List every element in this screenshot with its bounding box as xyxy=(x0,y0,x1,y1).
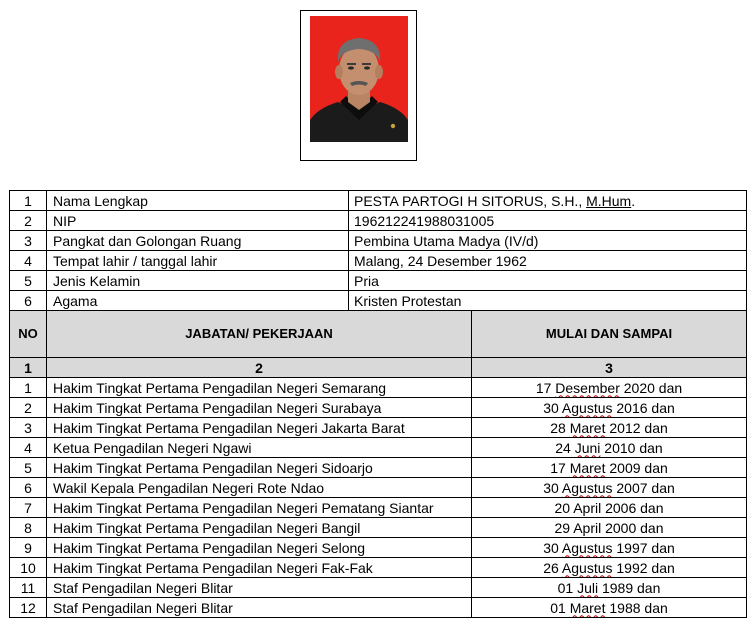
biodata-label: Tempat lahir / tanggal lahir xyxy=(47,251,349,271)
biodata-value: Pria xyxy=(349,271,747,291)
spellcheck-word: Agustus xyxy=(561,559,613,576)
job-period: 24 Juni 2010 dan xyxy=(472,438,747,458)
job-period: 01 Maret 1988 dan xyxy=(472,598,747,618)
biodata-value: PESTA PARTOGI H SITORUS, S.H., M.Hum. xyxy=(349,191,747,211)
table-row xyxy=(10,478,747,498)
profile-photo xyxy=(310,16,408,142)
job-position: Staf Pengadilan Negeri Blitar xyxy=(47,578,472,598)
spellcheck-word: Maret xyxy=(569,459,606,476)
job-position: Hakim Tingkat Pertama Pengadilan Negeri Surabaya xyxy=(47,398,472,418)
job-period: 20 April 2006 dan xyxy=(472,498,747,518)
biodata-label: NIP xyxy=(47,211,349,231)
job-no: 8 xyxy=(10,518,47,538)
biodata-no: 6 xyxy=(10,291,47,311)
biodata-row xyxy=(10,291,747,311)
biodata-row xyxy=(10,191,747,211)
job-period: 17 Desember 2020 dan xyxy=(472,378,747,398)
biodata-value: Pembina Utama Madya (IV/d) xyxy=(349,231,747,251)
column-index-period: 3 xyxy=(472,358,747,378)
biodata-no: 2 xyxy=(10,211,47,231)
spellcheck-word: Desember xyxy=(555,379,620,396)
table-row xyxy=(10,378,747,398)
biodata-no: 5 xyxy=(10,271,47,291)
job-position: Hakim Tingkat Pertama Pengadilan Negeri Sidoarjo xyxy=(47,458,472,478)
table-row xyxy=(10,538,747,558)
table-row xyxy=(10,558,747,578)
table-row xyxy=(10,578,747,598)
biodata-no: 3 xyxy=(10,231,47,251)
job-period: 28 Maret 2012 dan xyxy=(472,418,747,438)
biodata-row xyxy=(10,211,747,231)
job-no: 10 xyxy=(10,558,47,578)
job-no: 12 xyxy=(10,598,47,618)
biodata-label: Nama Lengkap xyxy=(47,191,349,211)
spellcheck-word: Juli xyxy=(577,579,599,596)
table-row xyxy=(10,418,747,438)
spellcheck-word: Agustus xyxy=(561,539,613,556)
spellcheck-word: Agustus xyxy=(561,479,613,496)
table-row xyxy=(10,398,747,418)
biodata-row xyxy=(10,231,747,251)
spellcheck-word: Agustus xyxy=(561,399,613,416)
header-position: JABATAN/ PEKERJAAN xyxy=(47,311,472,358)
job-period: 01 Juli 1989 dan xyxy=(472,578,747,598)
job-period: 30 Agustus 2007 dan xyxy=(472,478,747,498)
header-no: NO xyxy=(10,311,47,358)
spellcheck-word: Maret xyxy=(569,599,606,616)
job-position: Hakim Tingkat Pertama Pengadilan Negeri Bangil xyxy=(47,518,472,538)
biodata-no: 1 xyxy=(10,191,47,211)
job-position: Hakim Tingkat Pertama Pengadilan Negeri Semarang xyxy=(47,378,472,398)
job-no: 9 xyxy=(10,538,47,558)
biodata-label: Jenis Kelamin xyxy=(47,271,349,291)
table-row xyxy=(10,438,747,458)
spellcheck-word: Maret xyxy=(569,419,606,436)
job-no: 4 xyxy=(10,438,47,458)
job-position: Hakim Tingkat Pertama Pengadilan Negeri Fak-Fak xyxy=(47,558,472,578)
biodata-value: 196212241988031005 xyxy=(349,211,747,231)
job-position: Ketua Pengadilan Negeri Ngawi xyxy=(47,438,472,458)
biodata-label: Pangkat dan Golongan Ruang xyxy=(47,231,349,251)
job-period: 30 Agustus 2016 dan xyxy=(472,398,747,418)
header-period: MULAI DAN SAMPAI xyxy=(472,311,747,358)
job-no: 7 xyxy=(10,498,47,518)
biodata-no: 4 xyxy=(10,251,47,271)
biodata-row xyxy=(10,271,747,291)
job-position: Hakim Tingkat Pertama Pengadilan Negeri Pematang Siantar xyxy=(47,498,472,518)
column-index-no: 1 xyxy=(10,358,47,378)
job-position: Hakim Tingkat Pertama Pengadilan Negeri Jakarta Barat xyxy=(47,418,472,438)
table-row xyxy=(10,498,747,518)
photo-frame xyxy=(300,10,417,161)
job-no: 6 xyxy=(10,478,47,498)
degree-underline: M.Hum xyxy=(586,192,632,209)
biodata-value: Kristen Protestan xyxy=(349,291,747,311)
job-period: 30 Agustus 1997 dan xyxy=(472,538,747,558)
table-row xyxy=(10,458,747,478)
biodata-row xyxy=(10,251,747,271)
table-header-row xyxy=(10,311,747,358)
job-position: Wakil Kepala Pengadilan Negeri Rote Ndao xyxy=(47,478,472,498)
table-row xyxy=(10,598,747,618)
biodata-table xyxy=(9,190,747,311)
column-index-row xyxy=(10,358,747,378)
job-no: 11 xyxy=(10,578,47,598)
column-index-position: 2 xyxy=(47,358,472,378)
job-no: 5 xyxy=(10,458,47,478)
job-position: Staf Pengadilan Negeri Blitar xyxy=(47,598,472,618)
job-no: 2 xyxy=(10,398,47,418)
job-no: 3 xyxy=(10,418,47,438)
biodata-value: Malang, 24 Desember 1962 xyxy=(349,251,747,271)
job-period: 17 Maret 2009 dan xyxy=(472,458,747,478)
job-no: 1 xyxy=(10,378,47,398)
job-period: 26 Agustus 1992 dan xyxy=(472,558,747,578)
table-row xyxy=(10,518,747,538)
job-position: Hakim Tingkat Pertama Pengadilan Negeri Selong xyxy=(47,538,472,558)
career-history-table xyxy=(9,310,747,618)
job-period: 29 April 2000 dan xyxy=(472,518,747,538)
biodata-label: Agama xyxy=(47,291,349,311)
spellcheck-word: Juni xyxy=(574,439,601,456)
